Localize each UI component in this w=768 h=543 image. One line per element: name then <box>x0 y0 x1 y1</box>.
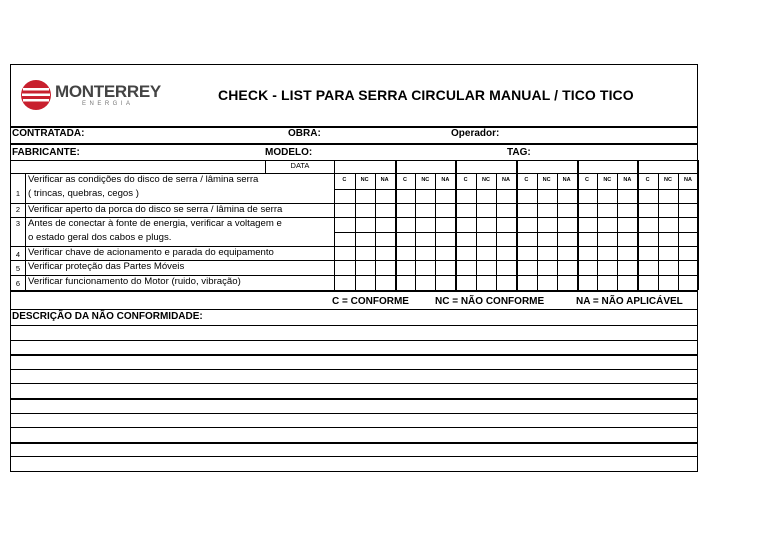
legend-nao-aplicavel: NA = NÃO APLICÁVEL <box>576 296 683 307</box>
data-label: DATA <box>290 161 310 170</box>
column-header: NC <box>421 177 430 183</box>
item-text: Verificar aperto da porca do disco se serra / lâmina de serra <box>28 204 283 215</box>
divider <box>334 260 698 261</box>
legend-conforme: C = CONFORME <box>332 296 409 307</box>
column-header: C <box>584 177 589 183</box>
item-text: Verificar chave de acionamento e parada do equipamento <box>28 247 274 258</box>
column-header: NA <box>684 177 692 183</box>
fabricante-label: FABRICANTE: <box>12 147 80 158</box>
page-title: CHECK - LIST PARA SERRA CIRCULAR MANUAL / TICO TICO <box>218 87 634 103</box>
descricao-line <box>10 413 698 414</box>
obra-label: OBRA: <box>288 128 321 139</box>
descricao-line <box>10 398 698 400</box>
item-text: Verificar as condições do disco de serra / lâmina serra <box>28 174 259 185</box>
divider <box>334 173 698 174</box>
item-number: 4 <box>15 250 21 259</box>
legend-nao-conforme: NC = NÃO CONFORME <box>435 296 545 307</box>
item-number: 2 <box>15 205 21 214</box>
item-number: 1 <box>15 189 21 198</box>
column-header: NA <box>623 177 632 183</box>
column-header: NA <box>502 177 510 183</box>
divider <box>10 309 698 310</box>
item-text: ( trincas, quebras, cegos ) <box>28 188 139 199</box>
item-text: Verificar funcionamento do Motor (ruido, vibração) <box>28 276 241 287</box>
divider <box>25 173 26 290</box>
column-header: NC <box>542 177 551 183</box>
tag-label: TAG: <box>507 147 531 158</box>
descricao-label: DESCRIÇÃO DA NÃO CONFORMIDADE: <box>12 311 203 322</box>
divider <box>698 160 699 290</box>
item-number: 5 <box>15 264 21 273</box>
column-header: C <box>342 177 347 183</box>
descricao-line <box>10 340 698 341</box>
descricao-line <box>10 383 698 384</box>
column-header: NC <box>603 177 612 183</box>
column-header: C <box>402 177 407 183</box>
column-header: NA <box>562 177 571 183</box>
descricao-line <box>10 456 698 457</box>
modelo-label: MODELO: <box>265 147 313 158</box>
item-number: 6 <box>15 279 21 288</box>
divider <box>10 143 698 145</box>
descricao-line <box>10 427 698 428</box>
divider <box>334 217 698 218</box>
column-header: NA <box>441 177 450 183</box>
column-header: C <box>524 177 529 183</box>
logo-sub: ENERGIA <box>82 101 134 107</box>
descricao-line <box>10 369 698 370</box>
descricao-line <box>10 325 698 326</box>
descricao-line <box>10 442 698 444</box>
column-header: C <box>645 177 650 183</box>
operador-label: Operador: <box>451 128 500 139</box>
column-header: NC <box>481 177 490 183</box>
column-header: NC <box>663 177 672 183</box>
monterrey-logo-icon <box>20 79 52 111</box>
item-text: Antes de conectar à fonte de energia, verificar a voltagem e <box>28 218 282 229</box>
divider <box>10 160 698 161</box>
descricao-line <box>10 354 698 356</box>
divider <box>10 126 698 128</box>
divider <box>10 290 698 292</box>
item-text: Verificar proteção das Partes Móveis <box>28 261 185 272</box>
column-header: NC <box>360 177 369 183</box>
column-header: C <box>463 177 468 183</box>
divider <box>334 246 698 247</box>
item-number: 3 <box>15 219 21 228</box>
divider <box>334 275 698 276</box>
contratada-label: CONTRATADA: <box>12 128 85 139</box>
logo-brand: MONTERREY <box>55 82 161 101</box>
divider <box>334 203 698 204</box>
item-text: o estado geral dos cabos e plugs. <box>28 232 172 243</box>
divider <box>334 189 698 190</box>
column-header: NA <box>380 177 389 183</box>
divider <box>334 232 698 233</box>
